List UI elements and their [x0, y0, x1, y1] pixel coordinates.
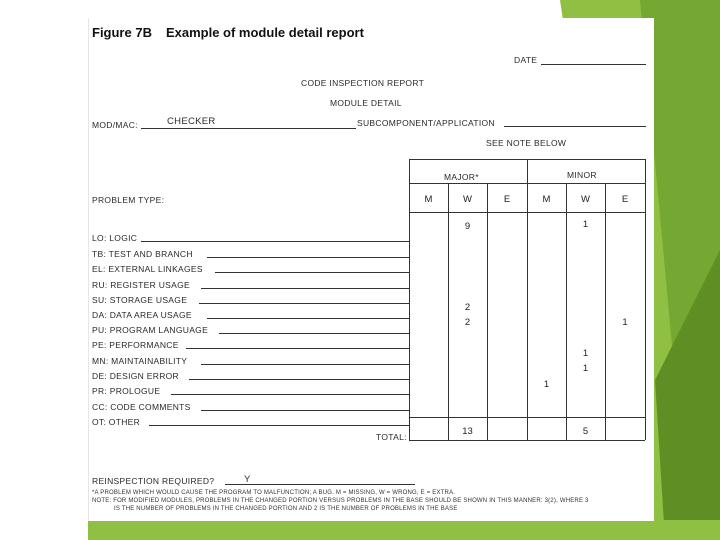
reinspection-label: REINSPECTION REQUIRED? [92, 476, 215, 486]
row-line [171, 394, 409, 395]
row-line [219, 333, 409, 334]
note-line-1: NOTE: FOR MODIFIED MODULES, PROBLEMS IN THE CHANGED PORTION VERSUS PROBLEMS IN THE BASE SHOULD BE SHOWN IN THIS MANNER: 3(2), WHERE 3 [92, 498, 589, 504]
row-label-logic: LO: LOGIC [92, 233, 138, 243]
total-minor: 5 [582, 426, 589, 437]
cell-maintainability-minor-w: 1 [582, 348, 589, 359]
reinspection-value: Y [244, 474, 251, 485]
row-label-register-usage: RU: REGISTER USAGE [92, 280, 190, 290]
row-label-code-comments: CC: CODE COMMENTS [92, 402, 191, 412]
col-header-minor-w: W [581, 194, 590, 205]
subcomponent-label: SUBCOMPONENT/APPLICATION [357, 118, 495, 128]
row-label-prologue: PR: PROLOGUE [92, 386, 161, 396]
row-line [207, 318, 409, 319]
note-line-2: IS THE NUMBER OF PROBLEMS IN THE CHANGED PORTION AND 2 IS THE NUMBER OF PROBLEMS IN THE BASE [114, 506, 458, 512]
col-header-minor-e: E [621, 194, 629, 205]
row-line [201, 288, 409, 289]
col-header-major-e: E [503, 194, 511, 205]
row-line [215, 272, 409, 273]
report-title: CODE INSPECTION REPORT [301, 78, 425, 88]
module-detail-report-document [88, 18, 654, 521]
row-label-storage-usage: SU: STORAGE USAGE [92, 295, 188, 305]
cell-logic-minor-w: 1 [582, 219, 589, 230]
col-header-minor-m: M [542, 194, 551, 205]
mod-mac-line [141, 128, 356, 129]
row-label-other: OT: OTHER [92, 417, 141, 427]
row-line [199, 303, 409, 304]
date-line [541, 64, 646, 65]
col-header-major-w: W [463, 194, 472, 205]
figure-title [92, 25, 364, 40]
mod-mac-value: CHECKER [167, 116, 216, 127]
row-label-program-language: PU: PROGRAM LANGUAGE [92, 325, 209, 335]
row-line [149, 425, 409, 426]
mod-mac-label: MOD/MAC: [92, 120, 138, 130]
figure-caption: Example of module detail report [165, 25, 364, 40]
subcomponent-line [504, 126, 646, 127]
report-subtitle: MODULE DETAIL [330, 98, 402, 108]
total-major: 13 [462, 426, 473, 437]
footnote: *A PROBLEM WHICH WOULD CAUSE THE PROGRAM TO MALFUNCTION; A BUG. M = MISSING, W = WRONG, E = EXTRA. [92, 490, 456, 496]
cell-prologue-minor-m: 1 [543, 379, 550, 390]
cell-data-area-major-w: 2 [464, 302, 471, 313]
major-header: MAJOR* [444, 172, 479, 182]
row-line [141, 241, 409, 242]
row-label-test-branch: TB: TEST AND BRANCH [92, 249, 193, 259]
total-label: TOTAL: [376, 432, 407, 442]
row-line [201, 364, 409, 365]
row-label-data-area-usage: DA: DATA AREA USAGE [92, 310, 192, 320]
row-line [207, 257, 409, 258]
row-label-maintainability: MN: MAINTAINABILITY [92, 356, 188, 366]
row-line [189, 379, 409, 380]
reinspection-line [225, 484, 415, 485]
minor-header: MINOR [567, 170, 597, 180]
cell-logic-major-w: 9 [464, 221, 471, 232]
date-label: DATE [514, 55, 538, 65]
row-label-external-linkages: EL: EXTERNAL LINKAGES [92, 264, 203, 274]
cell-program-language-minor-e: 1 [622, 317, 628, 328]
see-note-below: SEE NOTE BELOW [486, 138, 567, 148]
problem-type-label: PROBLEM TYPE: [92, 195, 165, 205]
cell-program-language-major-w: 2 [464, 317, 471, 328]
row-label-performance: PE: PERFORMANCE [92, 340, 179, 350]
cell-design-error-minor-w: 1 [582, 363, 589, 374]
col-header-major-m: M [424, 194, 433, 205]
figure-number: Figure 7B [92, 25, 152, 40]
row-line [201, 410, 409, 411]
row-label-design-error: DE: DESIGN ERROR [92, 371, 179, 381]
row-line [186, 348, 409, 349]
